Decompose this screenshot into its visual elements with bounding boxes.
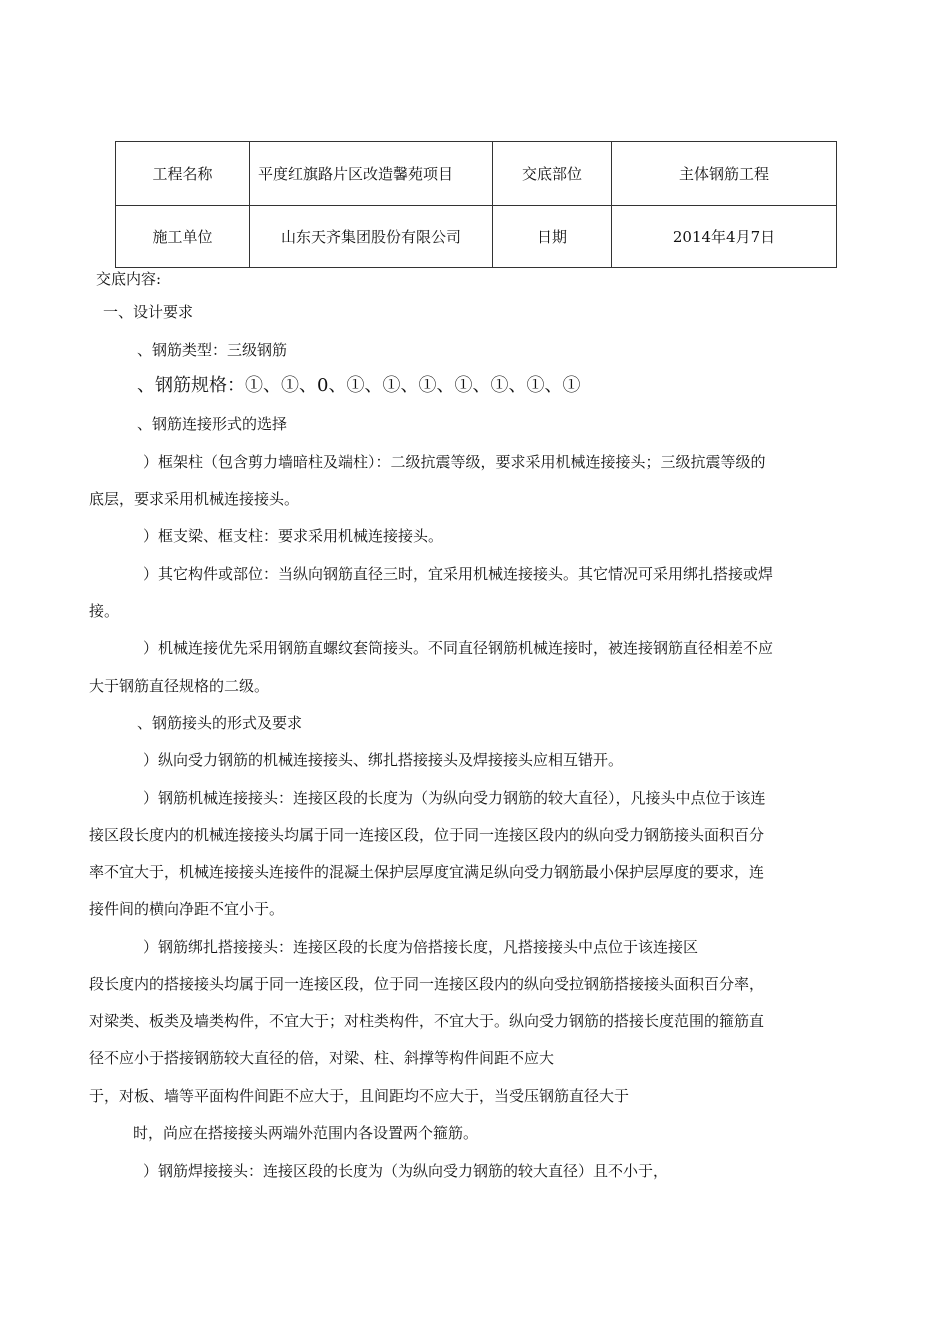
- paragraph-line: ）机械连接优先采用钢筋直螺纹套筒接头。不同直径钢筋机械连接时，被连接钢筋直径相差不应: [143, 639, 774, 657]
- paragraph-line: 底层，要求采用机械连接接头。: [89, 490, 300, 508]
- paragraph-line: 、钢筋连接形式的选择: [137, 415, 288, 433]
- disclosure-part-label: 交底部位: [493, 142, 612, 206]
- paragraph-line: ）其它构件或部位：当纵向钢筋直径三时，宜采用机械连接接头。其它情况可采用绑扎搭接或焊: [143, 565, 774, 583]
- project-name-label: 工程名称: [116, 142, 250, 206]
- paragraph-line: 径不应小于搭接钢筋较大直径的倍，对梁、柱、斜撑等构件间距不应大: [89, 1049, 555, 1067]
- construction-unit-value: 山东天齐集团股份有限公司: [250, 206, 493, 268]
- paragraph-line: ）钢筋机械连接接头：连接区段的长度为（为纵向受力钢筋的较大直径），凡接头中点位于该连: [143, 789, 766, 807]
- paragraph-line: ）钢筋焊接接头：连接区段的长度为（为纵向受力钢筋的较大直径）且不小于，: [143, 1162, 669, 1180]
- paragraph-line: 接区段长度内的机械连接接头均属于同一连接区段，位于同一连接区段内的纵向受力钢筋接头面积百分: [89, 826, 765, 844]
- paragraph-line: 、钢筋类型：三级钢筋: [137, 341, 288, 359]
- date-value: 2014年4月7日: [612, 206, 837, 268]
- section-heading: 一、设计要求: [103, 303, 194, 321]
- disclosure-part-value: 主体钢筋工程: [612, 142, 837, 206]
- paragraph-line: 接件间的横向净距不宜小于。: [89, 900, 285, 918]
- paragraph-line: 、钢筋接头的形式及要求: [137, 714, 303, 732]
- paragraph-line: 率不宜大于，机械连接接头连接件的混凝土保护层厚度宜满足纵向受力钢筋最小保护层厚度的要求，连: [89, 863, 765, 881]
- paragraph-line: 于，对板、墙等平面构件间距不应大于，且间距均不应大于，当受压钢筋直径大于: [89, 1087, 630, 1105]
- paragraph-line: ）纵向受力钢筋的机械连接接头、绑扎搭接接头及焊接接头应相互错开。: [143, 751, 624, 769]
- paragraph-line: ）框架柱（包含剪力墙暗柱及端柱）：二级抗震等级，要求采用机械连接接头；三级抗震等级的: [143, 453, 766, 471]
- paragraph-line: 段长度内的搭接接头均属于同一连接区段，位于同一连接区段内的纵向受拉钢筋搭接接头面积百分率，: [89, 975, 765, 993]
- paragraph-line: 时，尚应在搭接接头两端外范围内各设置两个箍筋。: [133, 1124, 479, 1142]
- intro-label: 交底内容:: [96, 270, 162, 288]
- construction-unit-label: 施工单位: [116, 206, 250, 268]
- project-name-value: 平度红旗路片区改造馨苑项目: [250, 142, 493, 206]
- header-table: [115, 141, 837, 268]
- paragraph-line: 接。: [89, 602, 120, 620]
- paragraph-line: 对梁类、板类及墙类构件，不宜大于；对柱类构件，不宜大于。纵向受力钢筋的搭接长度范围的箍筋直: [89, 1012, 765, 1030]
- paragraph-line: ）钢筋绑扎搭接接头：连接区段的长度为倍搭接长度，凡搭接接头中点位于该连接区: [143, 938, 699, 956]
- date-label: 日期: [493, 206, 612, 268]
- paragraph-line: ）框支梁、框支柱：要求采用机械连接接头。: [143, 527, 444, 545]
- paragraph-line: 大于钢筋直径规格的二级。: [89, 677, 270, 695]
- paragraph-line: 、钢筋规格：①、①、0、①、①、①、①、①、①、①: [137, 375, 581, 396]
